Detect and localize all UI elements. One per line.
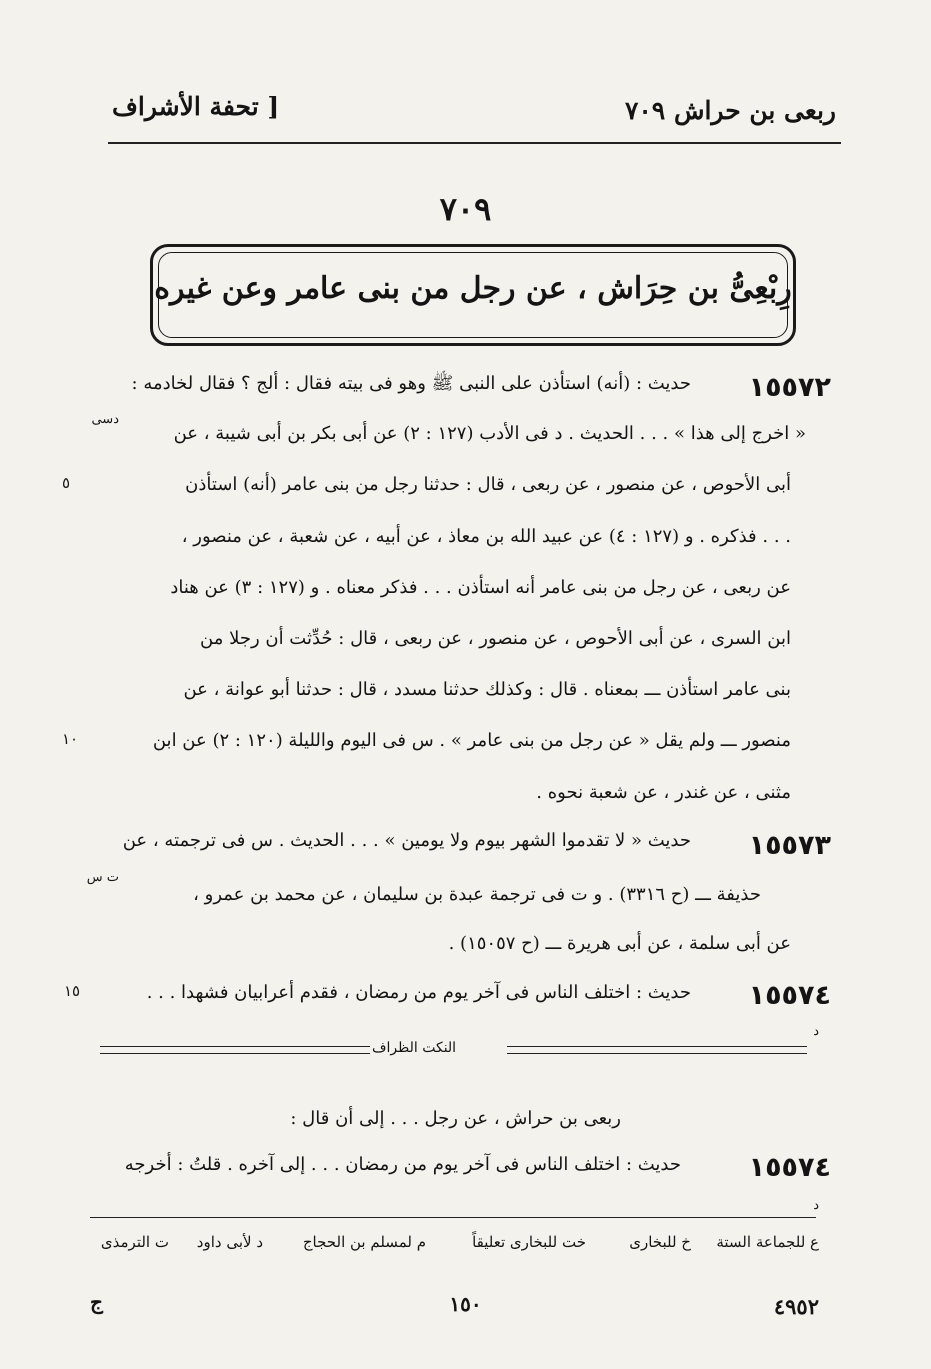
- entry-number: ١٥٥٧٤: [748, 980, 831, 1011]
- running-head-title: ربعى بن حراش ٧٠٩: [624, 96, 836, 125]
- legend-item: د لأبى داود: [196, 1233, 263, 1251]
- entry-line: عن أبى سلمة ، عن أبى هريرة ـــ (ح ١٥٠٥٧) .: [448, 933, 791, 954]
- atraf-entry-text: حديث : اختلف الناس فى آخر يوم من رمضان . . . إلى آخره . قلتُ : أخرجه: [124, 1154, 681, 1175]
- entry-line: . . . فذكره . و (١٢٧ : ٤) عن عبيد الله بن معاذ ، عن أبيه ، عن شعبة ، عن منصور ،: [181, 526, 791, 547]
- entry-number: ١٥٥٧٣: [748, 830, 831, 861]
- page-number: ١٥٠: [449, 1292, 482, 1316]
- entry-sigla: د: [813, 1024, 819, 1039]
- section-title: رِبْعِىُّ بن حِرَاش ، عن رجل من بنى عامر وعن غيره: [154, 271, 792, 306]
- atraf-entry-sigla: د: [813, 1198, 819, 1213]
- entry-line: عن ربعى ، عن رجل من بنى عامر أنه استأذن . . . فذكر معناه . و (١٢٧ : ٣) عن هناد: [170, 577, 791, 598]
- line-margin-number: ١٠: [62, 730, 79, 748]
- running-head-book: [ تحفة الأشراف: [112, 92, 280, 121]
- entry-line: منصور ـــ ولم يقل « عن رجل من بنى عامر » . س فى اليوم والليلة (١٢٠ : ٢) عن ابن: [152, 730, 791, 751]
- legend-item: ع للجماعة الستة: [716, 1233, 819, 1251]
- legend-item: خت للبخارى تعليقاً: [472, 1233, 586, 1251]
- entry-line: بنى عامر استأذن ـــ بمعناه . قال : وكذلك حدثنا مسدد ، قال : حدثنا أبو عوانة ، عن: [183, 679, 791, 700]
- volume-page-number: ٤٩٥٢: [773, 1294, 819, 1319]
- atraf-entry-number: ١٥٥٧٤: [748, 1152, 831, 1183]
- entry-line: حديث : (أنه) استأذن على النبى ﷺ وهو فى بيته فقال : ألج ؟ فقال لخادمه :: [131, 373, 691, 394]
- legend-item: خ للبخارى: [629, 1233, 691, 1251]
- divider-label: النكت الظراف: [372, 1040, 457, 1056]
- entry-sigla: دسى: [91, 412, 119, 427]
- entry-line: أبى الأحوص ، عن منصور ، عن ربعى ، قال : حدثنا رجل من بنى عامر (أنه) استأذن: [185, 474, 791, 495]
- entry-line: ابن السرى ، عن أبى الأحوص ، عن منصور ، عن ربعى ، قال : حُدِّثت أن رجلا من: [200, 628, 791, 649]
- section-title-frame: [150, 244, 796, 346]
- legend-item: ت الترمذى: [100, 1233, 169, 1251]
- entry-line: حذيفة ـــ (ح ٣٣١٦) . و ت فى ترجمة عبدة بن سليمان ، عن محمد بن عمرو ،: [193, 884, 761, 905]
- header-rule: [108, 142, 841, 144]
- line-margin-number: ١٥: [64, 982, 81, 1000]
- section-number: ٧٠٩: [439, 190, 492, 228]
- divider-rule: [100, 1046, 370, 1054]
- entry-sigla: ت س: [86, 870, 119, 885]
- entry-number: ١٥٥٧٢: [748, 372, 831, 403]
- divider-rule: [507, 1046, 807, 1054]
- line-margin-number: ٥: [62, 474, 71, 492]
- entry-line: « اخرج إلى هذا » . . . الحديث . د فى الأدب (١٢٧ : ٢) عن أبى بكر بن أبى شيبة ، عن: [173, 423, 806, 444]
- entry-line: حديث : اختلف الناس فى آخر يوم من رمضان ، فقدم أعرابيان فشهدا . . .: [146, 982, 691, 1003]
- entry-line: مثنى ، عن غندر ، عن شعبة نحوه .: [536, 782, 791, 803]
- legend-item: م لمسلم بن الحجاج: [302, 1233, 426, 1251]
- footer-rule: [90, 1217, 816, 1218]
- atraf-intro: ربعى بن حراش ، عن رجل . . . إلى أن قال :: [290, 1108, 621, 1129]
- signature-mark: ج: [90, 1290, 103, 1314]
- entry-line: حديث « لا تقدموا الشهر بيوم ولا يومين » . . . الحديث . س فى ترجمته ، عن: [122, 830, 691, 851]
